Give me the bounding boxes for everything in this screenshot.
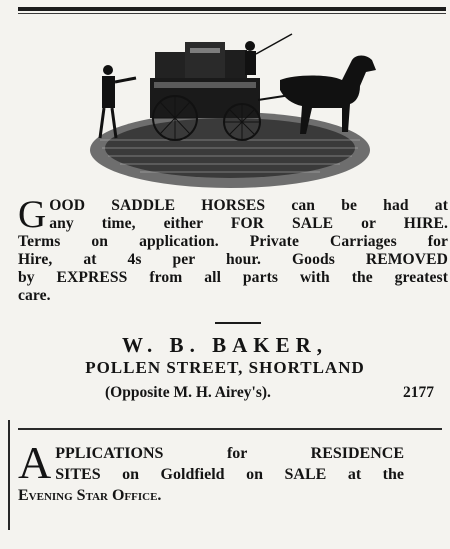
dropcap-a: A bbox=[18, 437, 52, 488]
dropcap-g: G bbox=[18, 193, 47, 236]
section-divider bbox=[18, 428, 442, 430]
top-rule bbox=[18, 7, 446, 11]
advertiser-name: W. B. BAKER, bbox=[121, 333, 328, 357]
ad1-line-4: Hire, at 4s per hour. Goods REMOVED bbox=[18, 251, 448, 268]
short-divider bbox=[215, 322, 261, 324]
ad1-line-1: OOD SADDLE HORSES can be had at bbox=[49, 197, 448, 214]
advertiser-location-note: (Opposite M. H. Airey's). bbox=[105, 384, 271, 401]
ad1-line-3: Terms on application. Private Carriages for bbox=[18, 233, 448, 250]
top-rule-thin bbox=[18, 13, 446, 14]
saddle-horses-advertisement bbox=[18, 193, 448, 305]
advertiser-address: POLLEN STREET, SHORTLAND bbox=[85, 358, 365, 377]
ad2-line-1: PPLICATIONS for RESIDENCE bbox=[55, 445, 404, 462]
ad1-line-5: by EXPRESS from all parts with the greatest bbox=[18, 269, 448, 286]
horse-cart-illustration bbox=[80, 30, 380, 190]
residence-sites-advertisement bbox=[18, 437, 448, 506]
ad2-line-2: SITES on Goldfield on SALE at the bbox=[55, 466, 404, 483]
ad-number: 2177 bbox=[403, 384, 434, 401]
ad1-line-2: any time, either FOR SALE or HIRE. bbox=[49, 215, 448, 232]
ad2-line-3: Evening Star Office. bbox=[18, 487, 162, 504]
left-border bbox=[8, 420, 10, 530]
ad1-line-6: care. bbox=[18, 287, 51, 304]
